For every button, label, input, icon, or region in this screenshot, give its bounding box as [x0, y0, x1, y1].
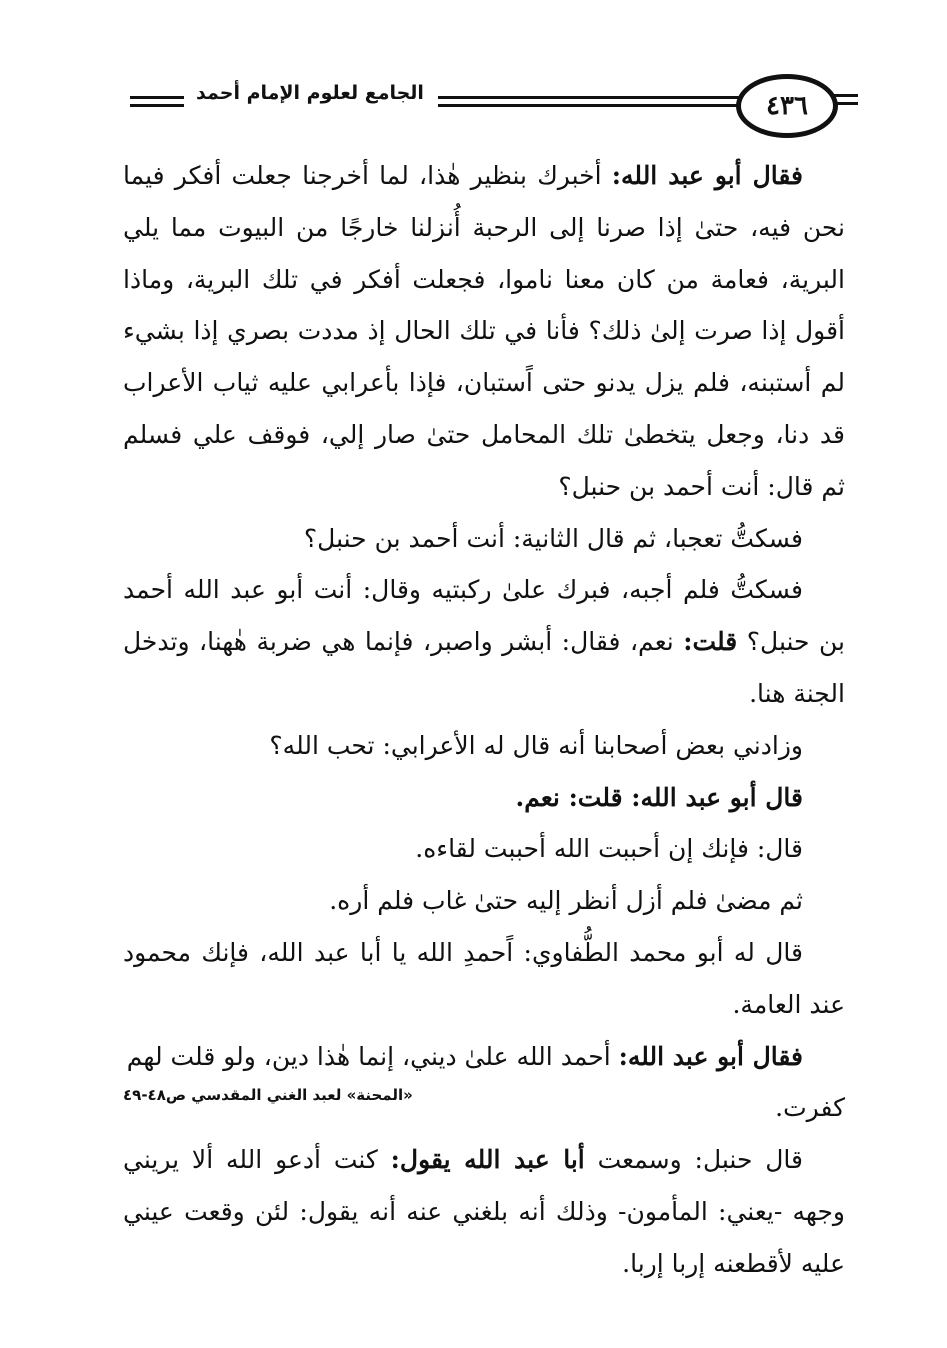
- main-text: [123, 150, 845, 1290]
- speaker-label: قلت:: [683, 627, 738, 657]
- paragraph: [123, 772, 845, 824]
- paragraph: [123, 1134, 845, 1289]
- paragraph-text: أخبرك بنظير هٰذا، لما أخرجنا جعلت أفكر فيما نحن فيه، حتىٰ إذا صرنا إلى الرحبة أُنزلنا خارجًا من البيوت مما يلي البرية، فعامة من كان معنا ناموا، فجعلت أفكر في تلك البرية، وماذا أقول إذا صرت إلىٰ ذلك؟ فأنا في تلك الحال إذ مددت بصري إذا بشيء لم أستبنه، فلم يزل يدنو حتى اًستبان، فإذا بأعرابي عليه ثياب الأعراب قد دنا، وجعل يتخطىٰ تلك المحامل حتىٰ صار إلي، فوقف علي فسلم ثم قال: أنت أحمد بن حنبل؟: [123, 161, 845, 501]
- speaker-label: فقال أبو عبد الله:: [611, 161, 804, 190]
- page-number: ٤٣٦: [736, 74, 838, 138]
- speaker-label: فقال أبو عبد الله:: [618, 1041, 803, 1071]
- paragraph: [123, 513, 845, 565]
- paragraph-text: فسكتُّ فلم أجبه، فبرك علىٰ ركبتيه وقال: أنت أبو عبد الله أحمد بن حنبل؟: [123, 575, 845, 657]
- paragraph-text: قال له أبو محمد الطُّفاوي: اًحمدِ الله يا أبا عبد الله، فإنك محمود عند العامة.: [123, 937, 845, 1019]
- paragraph-text: كنت أدعو الله ألا يريني وجهه -يعني: المأمون- وذلك أنه بلغني عنه أنه يقول: لئن وقعت عيني عليه لأقطعنه إربا إربا.: [123, 1145, 845, 1278]
- source-citation: «المحنة» لعبد الغني المقدسي ص٤٨-٤٩: [123, 1086, 413, 1105]
- paragraph: [123, 823, 845, 875]
- paragraph: [123, 150, 845, 513]
- speaker-label: أبا عبد الله يقول:: [390, 1145, 585, 1175]
- paragraph: [123, 875, 845, 927]
- header-rule: [834, 94, 858, 97]
- paragraph-text: أحمد الله علىٰ ديني، إنما هٰذا دين، ولو قلت لهم: [126, 1041, 619, 1071]
- paragraph-text: وزادني بعض أصحابنا أنه قال له الأعرابي: تحب الله؟: [269, 730, 803, 760]
- paragraph-text: قال: فإنك إن أحببت الله أحببت لقاءه.: [415, 834, 803, 864]
- header-rule: [438, 104, 740, 107]
- running-title: الجامع لعلوم الإمام أحمد: [196, 82, 424, 104]
- paragraph-text: نعم، فقال: أبشر واصبر، فإنما هي ضربة هٰهنا، وتدخل الجنة هنا.: [123, 627, 845, 708]
- header-rule: [130, 104, 184, 107]
- header-rule: [130, 96, 184, 99]
- paragraph: [123, 564, 845, 719]
- paragraph-text: قال أبو عبد الله: قلت: نعم.: [515, 782, 803, 812]
- paragraph: [123, 927, 845, 1031]
- header-rule: [438, 96, 740, 99]
- paragraph: [123, 720, 845, 772]
- paragraph: [123, 1031, 845, 1083]
- paragraph-text: كفرت.: [775, 1093, 845, 1123]
- page-header: [118, 72, 858, 136]
- paragraph-text: ثم مضىٰ فلم أزل أنظر إليه حتىٰ غاب فلم أره.: [329, 886, 803, 916]
- citation-line: [123, 1082, 845, 1134]
- paragraph-text: فسكتُّ تعجبا، ثم قال الثانية: أنت أحمد بن حنبل؟: [303, 523, 803, 553]
- paragraph-text: قال حنبل: وسمعت: [584, 1145, 803, 1175]
